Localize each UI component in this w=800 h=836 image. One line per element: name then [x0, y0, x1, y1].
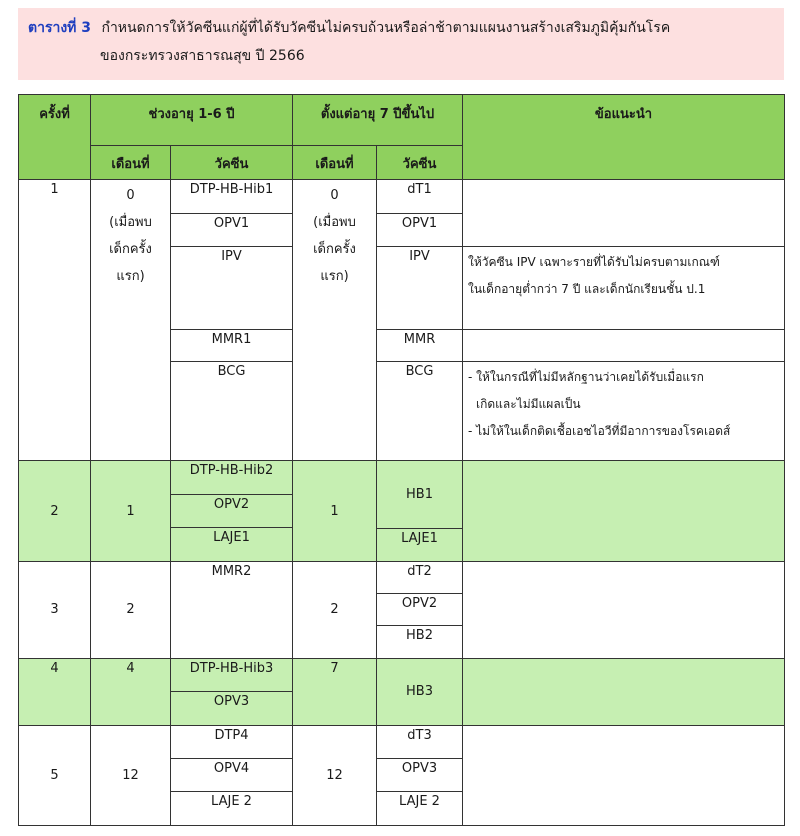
vaccine-cell: OPV3 [171, 692, 293, 725]
round-number: 4 [19, 658, 91, 725]
month-cell-b: 7 [293, 658, 377, 725]
table-caption [18, 8, 784, 80]
round-number: 2 [19, 461, 91, 561]
caption-line-2: ของกระทรวงสาธารณสุข ปี 2566 [100, 48, 305, 64]
month-cell-a: 0 (เมื่อพบ เด็กครั้ง แรก) [91, 180, 171, 461]
header-advice: ข้อแนะนำ [463, 95, 785, 180]
vaccine-cell: HB2 [377, 626, 463, 658]
caption-line-1 [28, 14, 774, 42]
header-month-b: เดือนที่ [293, 145, 377, 179]
vaccine-cell: OPV3 [377, 759, 463, 792]
header-vaccine-b: วัคซีน [377, 145, 463, 179]
month-cell-b: 2 [293, 561, 377, 658]
caption-label: ตารางที่ 3 [28, 20, 92, 36]
table-row [19, 658, 785, 691]
month-cell-b: 12 [293, 725, 377, 825]
month-cell-a: 2 [91, 561, 171, 658]
advice-bcg: - ให้ในกรณีที่ไม่มีหลักฐานว่าเคยได้รับเมื่อแรก เกิดและไม่มีแผลเป็น - ไม่ให้ในเด็กติดเชื้อเอชไอวีที่มีอาการของโรคเอดส์ [463, 362, 785, 461]
vaccine-cell: HB1 [377, 461, 463, 529]
vaccine-cell: dT1 [377, 180, 463, 214]
vaccine-cell: LAJE 2 [377, 792, 463, 826]
vaccine-cell: OPV4 [171, 759, 293, 792]
vaccine-cell: MMR2 [171, 561, 293, 658]
month-cell-a: 12 [91, 725, 171, 825]
vaccine-cell: dT3 [377, 725, 463, 758]
table-row [19, 180, 785, 214]
vaccine-cell: IPV [171, 246, 293, 329]
vaccine-cell: BCG [171, 362, 293, 461]
vaccine-cell: LAJE 2 [171, 792, 293, 826]
round-number: 3 [19, 561, 91, 658]
vaccine-cell: LAJE1 [171, 528, 293, 561]
month-cell-a: 4 [91, 658, 171, 725]
vaccine-cell: HB3 [377, 658, 463, 725]
header-round: ครั้งที่ [19, 95, 91, 180]
vaccine-cell: DTP-HB-Hib1 [171, 180, 293, 214]
month-cell-b: 1 [293, 461, 377, 561]
vaccine-cell: DTP4 [171, 725, 293, 758]
vaccine-cell: dT2 [377, 561, 463, 593]
vaccine-cell: OPV1 [171, 214, 293, 246]
vaccine-cell: MMR [377, 329, 463, 361]
table-row [19, 725, 785, 758]
vaccine-cell: DTP-HB-Hib2 [171, 461, 293, 494]
advice-ipv: ให้วัคซีน IPV เฉพาะรายที่ได้รับไม่ครบตามเกณฑ์ ในเด็กอายุต่ำกว่า 7 ปี และเด็กนักเรียนชั้น ป.1 [463, 246, 785, 329]
vaccine-cell: LAJE1 [377, 529, 463, 561]
table-row [19, 561, 785, 593]
advice-cell [463, 725, 785, 825]
vaccine-schedule-table [18, 94, 785, 826]
advice-cell [463, 329, 785, 361]
vaccine-cell: BCG [377, 362, 463, 461]
advice-cell [463, 180, 785, 247]
header-age-1-6: ช่วงอายุ 1-6 ปี [91, 95, 293, 146]
header-age-7-up: ตั้งแต่อายุ 7 ปีขึ้นไป [293, 95, 463, 146]
vaccine-cell: DTP-HB-Hib3 [171, 658, 293, 691]
vaccine-cell: MMR1 [171, 329, 293, 361]
header-month-a: เดือนที่ [91, 145, 171, 179]
vaccine-cell: IPV [377, 246, 463, 329]
vaccine-cell: OPV2 [377, 594, 463, 626]
month-cell-b: 0 (เมื่อพบ เด็กครั้ง แรก) [293, 180, 377, 461]
round-number: 1 [19, 180, 91, 461]
advice-cell [463, 461, 785, 561]
table-row [19, 461, 785, 494]
vaccine-cell: OPV2 [171, 494, 293, 527]
month-cell-a: 1 [91, 461, 171, 561]
advice-cell [463, 561, 785, 658]
caption-text: กำหนดการให้วัคซีนแก่ผู้ที่ได้รับวัคซีนไม่ครบถ้วนหรือล่าช้าตามแผนงานสร้างเสริมภูมิคุ้มกันโรค [101, 20, 671, 36]
round-number: 5 [19, 725, 91, 825]
vaccine-cell: OPV1 [377, 214, 463, 246]
header-vaccine-a: วัคซีน [171, 145, 293, 179]
advice-cell [463, 658, 785, 725]
